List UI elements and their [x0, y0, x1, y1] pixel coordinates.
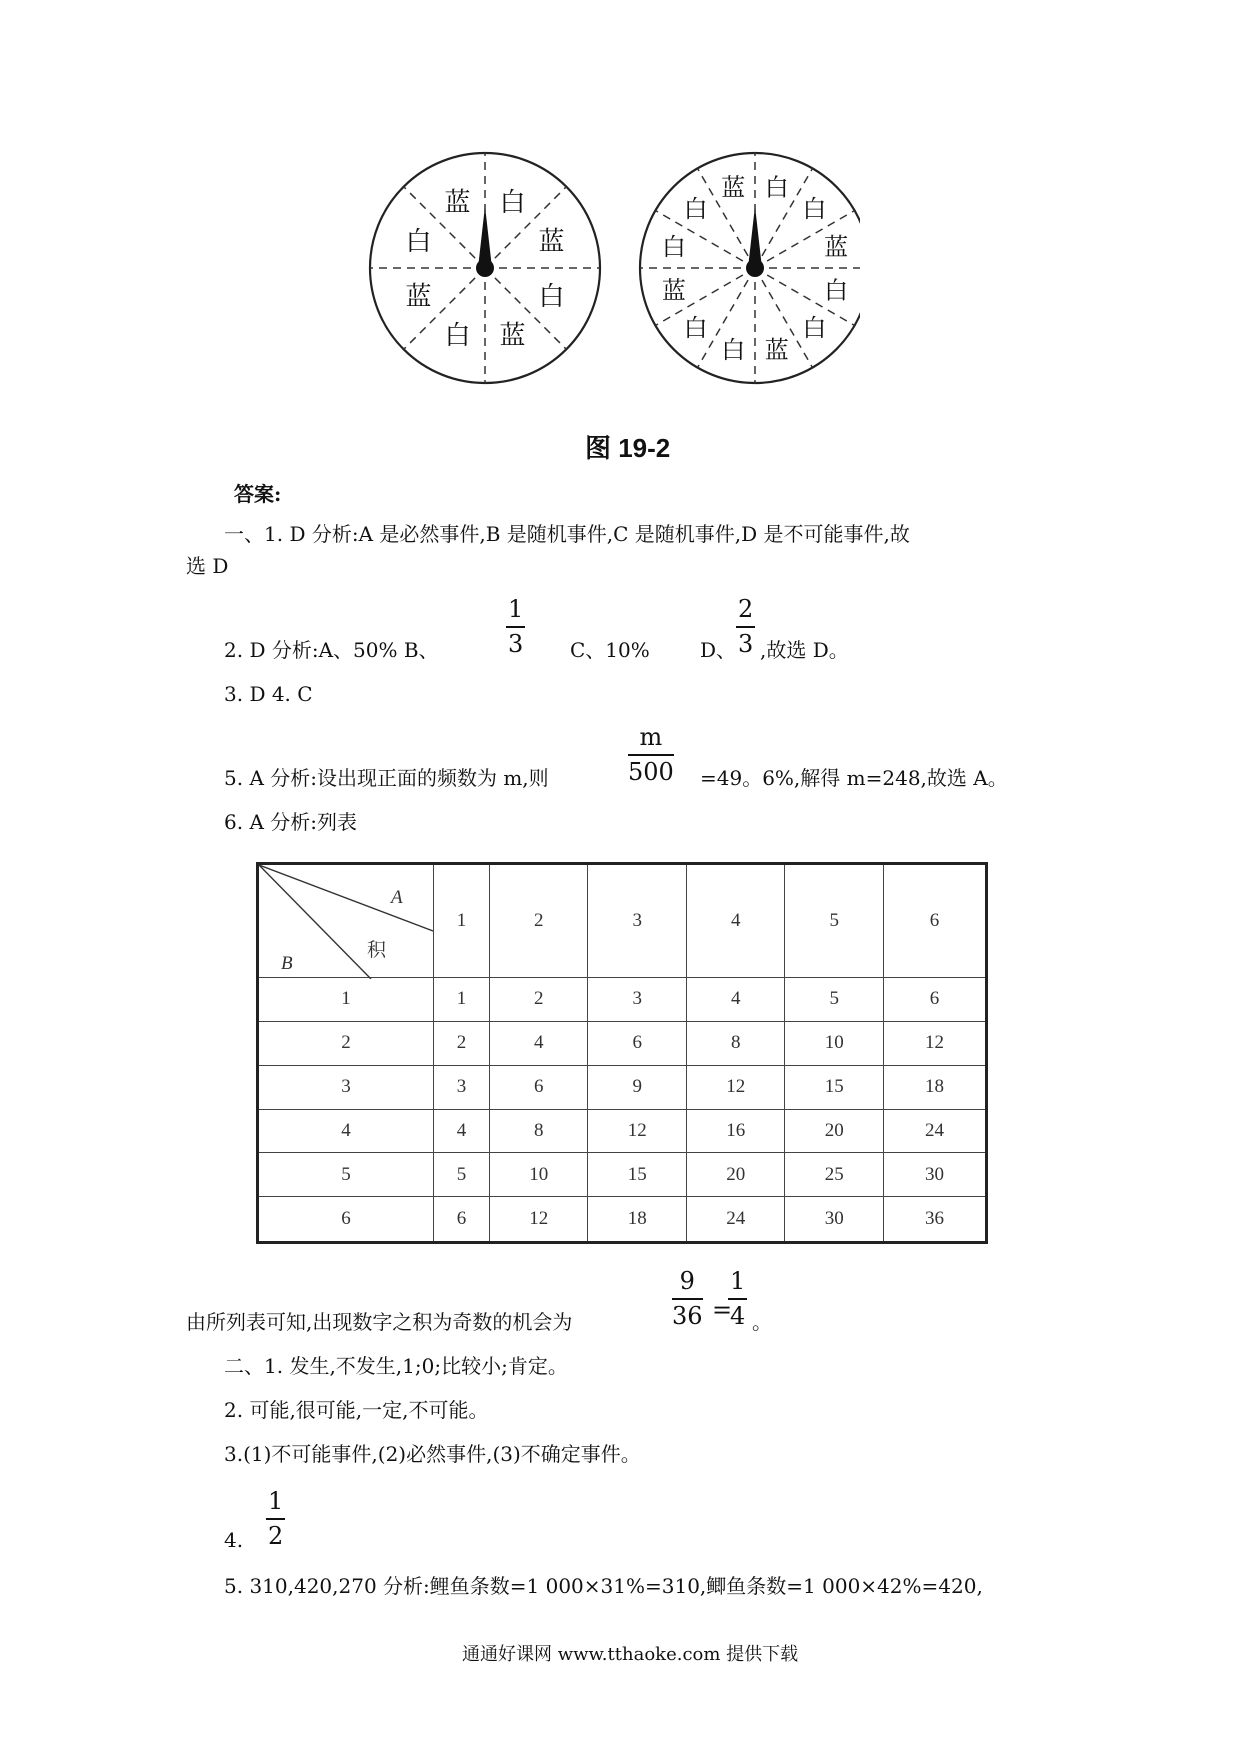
fraction-9-36 — [672, 1264, 703, 1332]
fraction-b-num: 1 — [506, 592, 525, 628]
table-cell: 4 — [434, 1109, 490, 1153]
table-cell: 10 — [489, 1153, 588, 1197]
table-header-cell: 3 — [588, 864, 687, 978]
s2-q2: 2. 可能,很可能,一定,不可能。 — [224, 1398, 489, 1422]
table-cell: 36 — [883, 1197, 986, 1243]
sector-label: 白 — [802, 195, 827, 224]
table-cell: 1 — [434, 978, 490, 1022]
table-header-cell: 5 — [785, 864, 884, 978]
s2-q3: 3.(1)不可能事件,(2)必然事件,(3)不确定事件。 — [224, 1442, 641, 1466]
table-cell: 5 — [434, 1153, 490, 1197]
table-cell: 2 — [489, 978, 588, 1022]
fraction-1-4 — [728, 1264, 747, 1332]
sector-label: 白 — [721, 335, 746, 364]
table-header-cell: 2 — [489, 864, 588, 978]
sector-label: 白 — [661, 232, 686, 261]
sector-label: 白 — [444, 320, 471, 351]
s2-q1: 二、1. 发生,不发生,1;0;比较小;肯定。 — [224, 1354, 568, 1378]
answers-title: 答案: — [234, 482, 282, 506]
conclusion-end: 。 — [752, 1310, 772, 1334]
sector-label: 白 — [499, 187, 526, 218]
table-cell: 12 — [686, 1065, 785, 1109]
fraction-d — [736, 592, 755, 660]
table-cell: 2 — [434, 1021, 490, 1065]
s1-q5-a: 5. A 分析:设出现正面的频数为 m,则 — [224, 766, 549, 790]
table-cell: 1 — [258, 978, 434, 1022]
conclusion-text: 由所列表可知,出现数字之积为奇数的机会为 — [186, 1310, 573, 1334]
table-cell: 30 — [785, 1197, 884, 1243]
sector-label: 蓝 — [661, 276, 686, 305]
fraction-1-2-den: 2 — [268, 1522, 284, 1550]
table-row — [258, 1197, 987, 1243]
s1-q6: 6. A 分析:列表 — [224, 810, 357, 834]
sector-label: 白 — [824, 276, 849, 305]
fraction-m500 — [628, 720, 674, 788]
spinner-pivot — [476, 259, 494, 277]
corner-label-product: 积 — [367, 940, 387, 961]
sector-label: 白 — [764, 173, 789, 202]
s2-q5: 5. 310,420,270 分析:鲤鱼条数=1 000×31%=310,鲫鱼条数=1 000×42%=420, — [224, 1574, 983, 1598]
table-row — [258, 1153, 987, 1197]
table-cell: 15 — [785, 1065, 884, 1109]
table-cell: 25 — [785, 1153, 884, 1197]
fraction-d-den: 3 — [738, 630, 754, 658]
spinner-12-sectors — [640, 153, 860, 383]
table-cell: 24 — [686, 1197, 785, 1243]
table-cell: 6 — [258, 1197, 434, 1243]
sector-label: 蓝 — [824, 232, 849, 261]
table-header-cell: 1 — [434, 864, 490, 978]
table-row — [258, 1021, 987, 1065]
spinner-figure — [360, 138, 860, 398]
spinner-pivot — [746, 259, 764, 277]
fraction-1-4-den: 4 — [730, 1302, 746, 1330]
table-cell: 30 — [883, 1153, 986, 1197]
table-cell: 20 — [785, 1109, 884, 1153]
table-cell: 12 — [883, 1021, 986, 1065]
table-cell: 18 — [883, 1065, 986, 1109]
s1-q2-end: ,故选 D。 — [760, 638, 849, 662]
sector-label: 蓝 — [405, 281, 432, 312]
s1-q2-d: D、 — [700, 638, 737, 662]
fraction-9-36-den: 36 — [672, 1302, 703, 1330]
table-cell: 4 — [489, 1021, 588, 1065]
table-header-cell: 6 — [883, 864, 986, 978]
table-cell: 6 — [434, 1197, 490, 1243]
table-header-row — [258, 864, 987, 978]
table-cell: 2 — [258, 1021, 434, 1065]
spinner-8-sectors — [370, 153, 600, 383]
corner-label-a: A — [391, 887, 403, 908]
sector-label: 白 — [683, 314, 708, 343]
product-table — [256, 862, 988, 1244]
sector-label: 蓝 — [721, 173, 746, 202]
table-header-cell: 4 — [686, 864, 785, 978]
sector-label: 白 — [802, 314, 827, 343]
fraction-b-den: 3 — [508, 630, 524, 658]
table-cell: 3 — [258, 1065, 434, 1109]
fraction-1-2-num: 1 — [266, 1484, 285, 1520]
table-row — [258, 1109, 987, 1153]
table-cell: 6 — [489, 1065, 588, 1109]
table-cell: 16 — [686, 1109, 785, 1153]
sector-label: 蓝 — [444, 187, 471, 218]
table-cell: 5 — [258, 1153, 434, 1197]
table-row — [258, 978, 987, 1022]
figure-caption: 图 19-2 — [585, 433, 671, 463]
fraction-m500-num: m — [628, 720, 674, 756]
s1-q1-line2: 选 D — [186, 554, 229, 578]
fraction-9-36-num: 9 — [672, 1264, 703, 1300]
table-cell: 18 — [588, 1197, 687, 1243]
sector-label: 蓝 — [764, 335, 789, 364]
fraction-m500-den: 500 — [628, 758, 674, 786]
fraction-d-num: 2 — [736, 592, 755, 628]
table-cell: 9 — [588, 1065, 687, 1109]
fraction-1-4-num: 1 — [728, 1264, 747, 1300]
table-cell: 12 — [489, 1197, 588, 1243]
sector-label: 白 — [538, 281, 565, 312]
corner-label-b: B — [281, 953, 293, 974]
table-cell: 6 — [588, 1021, 687, 1065]
s1-q5-b: =49。6%,解得 m=248,故选 A。 — [700, 766, 1008, 790]
table-corner-cell — [258, 864, 434, 978]
table-cell: 24 — [883, 1109, 986, 1153]
s1-q1-line1: 一、1. D 分析:A 是必然事件,B 是随机事件,C 是随机事件,D 是不可能事件,故 — [224, 522, 910, 546]
table-cell: 10 — [785, 1021, 884, 1065]
table-cell: 15 — [588, 1153, 687, 1197]
page-footer: 通通好课网 www.tthaoke.com 提供下载 — [462, 1644, 799, 1665]
s1-q2-c: C、10% — [570, 638, 650, 662]
fraction-1-2 — [266, 1484, 285, 1552]
table-cell: 8 — [686, 1021, 785, 1065]
spinner-needle — [748, 206, 762, 268]
s1-q2-a: 2. D 分析:A、50% B、 — [224, 638, 439, 662]
table-cell: 5 — [785, 978, 884, 1022]
equals-sign: = — [712, 1296, 733, 1324]
table-cell: 8 — [489, 1109, 588, 1153]
table-cell: 3 — [434, 1065, 490, 1109]
s1-q34: 3. D 4. C — [224, 682, 313, 706]
sector-label: 白 — [405, 226, 432, 257]
table-row — [258, 1065, 987, 1109]
table-cell: 3 — [588, 978, 687, 1022]
spinner-needle — [478, 206, 492, 268]
fraction-b — [506, 592, 525, 660]
table-cell: 20 — [686, 1153, 785, 1197]
sector-label: 白 — [683, 195, 708, 224]
table-cell: 12 — [588, 1109, 687, 1153]
s2-q4: 4. — [224, 1528, 244, 1552]
sector-label: 蓝 — [538, 226, 565, 257]
table-cell: 4 — [686, 978, 785, 1022]
table-cell: 4 — [258, 1109, 434, 1153]
sector-label: 蓝 — [499, 320, 526, 351]
table-cell: 6 — [883, 978, 986, 1022]
